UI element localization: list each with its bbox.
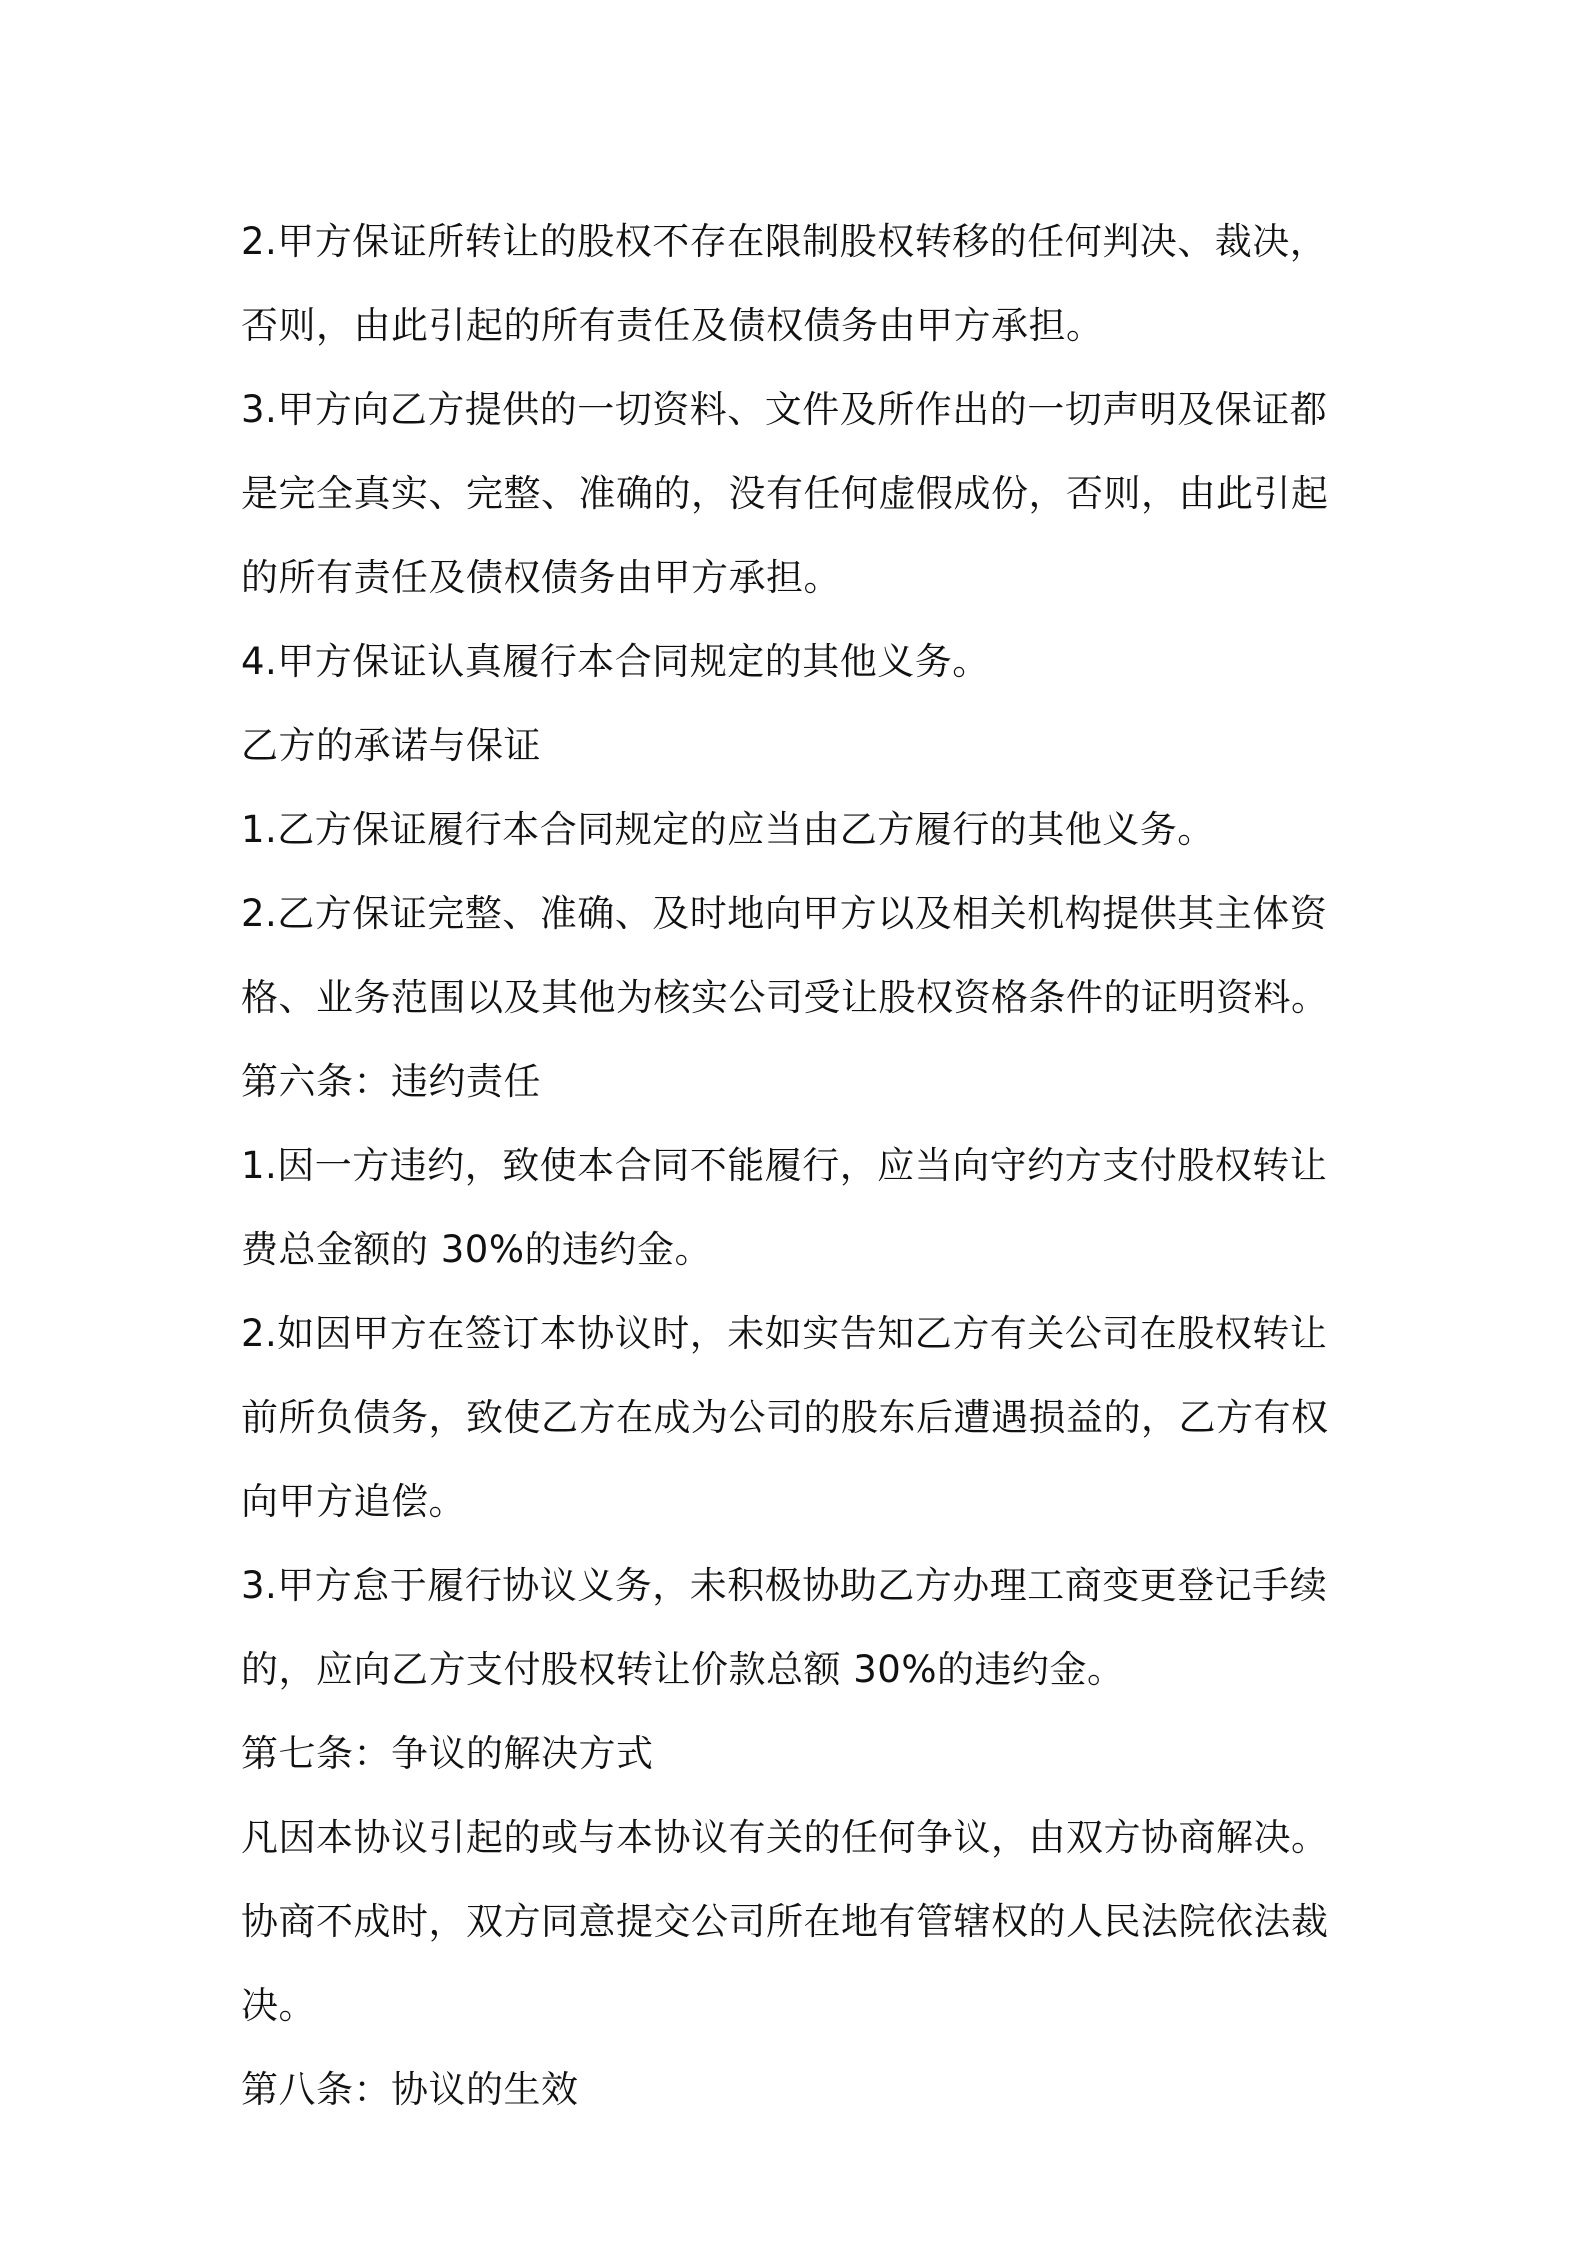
paragraph-breach-3: 3.甲方怠于履行协议义务，未积极协助乙方办理工商变更登记手续的，应向乙方支付股权转让价款总额 30%的违约金。 (241, 1564, 1328, 1691)
paragraph-breach-1: 1.因一方违约，致使本合同不能履行，应当向守约方支付股权转让费总金额的 30%的违约金。 (241, 1144, 1328, 1271)
paragraph-party-a-guarantee-2: 2.甲方保证所转让的股权不存在限制股权转移的任何判决、裁决，否则，由此引起的所有责任及债权债务由甲方承担。 (241, 220, 1328, 347)
article-heading-8: 第八条：协议的生效 (241, 2068, 579, 2111)
paragraph-party-a-guarantee-3: 3.甲方向乙方提供的一切资料、文件及所作出的一切声明及保证都是完全真实、完整、准确的，没有任何虚假成份，否则，由此引起的所有责任及债权债务由甲方承担。 (241, 388, 1329, 599)
paragraph-party-b-guarantee-2: 2.乙方保证完整、准确、及时地向甲方以及相关机构提供其主体资格、业务范围以及其他为核实公司受让股权资格条件的证明资料。 (241, 892, 1329, 1019)
article-heading-7: 第七条：争议的解决方式 (241, 1732, 654, 1775)
paragraph-party-a-guarantee-4: 4.甲方保证认真履行本合同规定的其他义务。 (241, 640, 990, 683)
paragraph-dispute-resolution: 凡因本协议引起的或与本协议有关的任何争议，由双方协商解决。协商不成时，双方同意提交公司所在地有管辖权的人民法院依法裁决。 (241, 1816, 1329, 2027)
paragraph-breach-2: 2.如因甲方在签订本协议时，未如实告知乙方有关公司在股权转让前所负债务，致使乙方在成为公司的股东后遭遇损益的，乙方有权向甲方追偿。 (241, 1312, 1329, 1523)
paragraph-party-b-guarantee-1: 1.乙方保证履行本合同规定的应当由乙方履行的其他义务。 (241, 808, 1215, 851)
document-body (241, 200, 1361, 2132)
article-heading-6: 第六条：违约责任 (241, 1060, 541, 1103)
section-heading-party-b-guarantee: 乙方的承诺与保证 (241, 724, 541, 767)
